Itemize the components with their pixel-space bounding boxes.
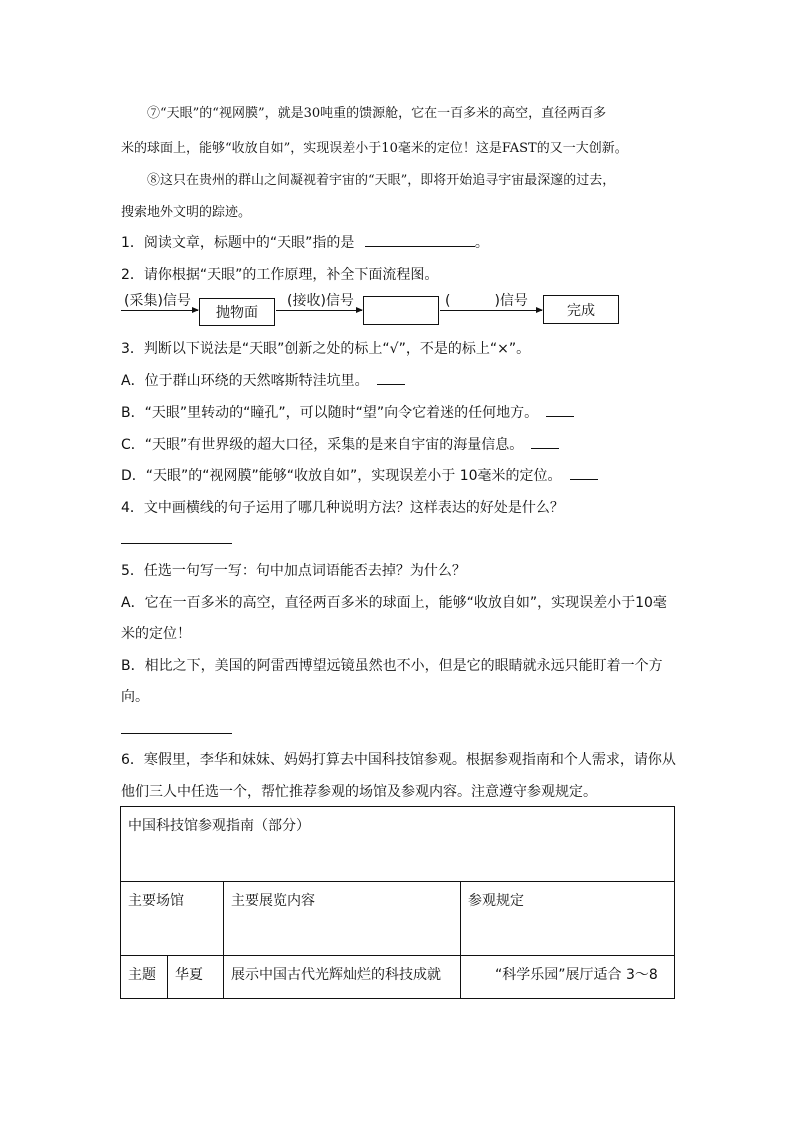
flow-label-collect: (采集)信号 <box>124 293 191 309</box>
question-3-option-d <box>121 465 598 485</box>
answer-blank[interactable] <box>365 234 475 247</box>
question-3-option-c <box>121 434 559 454</box>
question-5-option-a-line1: A．它在一百多米的高空，直径两百多米的球面上，能够“收放自如”，实现误差小于10毫 <box>121 595 667 611</box>
question-3-option-a <box>121 370 405 390</box>
passage-p8-line1: ⑧这只在贵州的群山之间凝视着宇宙的“天眼”，即将开始追寻宇宙最深邃的过去， <box>147 173 616 188</box>
option-c-text: C．“天眼”有世界级的超大口径，采集的是来自宇宙的海量信息。 <box>121 437 524 453</box>
option-a-text: A．位于群山环绕的天然喀斯特洼坑里。 <box>121 373 369 389</box>
question-1 <box>121 232 489 252</box>
table-cell: 华夏 <box>168 956 224 999</box>
table-cell: “科学乐园”展厅适合 3～8 <box>461 956 675 999</box>
question-1-end: 。 <box>474 235 489 251</box>
visit-guide-table <box>120 806 675 999</box>
question-2-text: 2．请你根据“天眼”的工作原理，补全下面流程图。 <box>121 267 439 283</box>
question-5-option-b-line2: 向。 <box>121 689 149 705</box>
flow-arrow-1 <box>121 310 198 311</box>
table-cell: 主题 <box>121 956 168 999</box>
answer-line[interactable] <box>121 733 232 734</box>
question-4-text: 4．文中画横线的句子运用了哪几种说明方法？这样表达的好处是什么？ <box>121 500 564 516</box>
question-3-text: 3．判断以下说法是“天眼”创新之处的标上“√”，不是的标上“×”。 <box>121 341 531 357</box>
answer-blank[interactable] <box>546 404 574 417</box>
header-rules: 参观规定 <box>461 882 675 956</box>
question-1-text: 1．阅读文章，标题中的“天眼”指的是 <box>121 235 355 251</box>
option-d-text: D．“天眼”的“视网膜”能够“收放自如”，实现误差小于 10毫米的定位。 <box>121 468 562 484</box>
answer-blank[interactable] <box>570 467 598 480</box>
flow-box-blank[interactable] <box>363 296 439 325</box>
flow-label-signal <box>445 290 528 310</box>
flow-box-complete: 完成 <box>543 295 619 324</box>
question-6-line2: 他们三人中任选一个，帮忙推荐参观的场馆及参观内容。注意遵守参观规定。 <box>121 784 597 800</box>
header-venue: 主要场馆 <box>121 882 224 956</box>
flow-box-paraboloid: 抛物面 <box>199 298 275 326</box>
passage-p7-line1: ⑦“天眼”的“视网膜”，就是30吨重的馈源舱，它在一百多米的高空，直径两百多 <box>147 106 607 121</box>
flow-label-receive: (接收)信号 <box>287 293 354 309</box>
question-6-line1: 6．寒假里，李华和妹妹、妈妈打算去中国科技馆参观。根据参观指南和个人需求，请你从 <box>121 752 676 768</box>
passage-p7-line2: 米的球面上，能够“收放自如”，实现误差小于10毫米的定位！这是FAST的又一大创新。 <box>121 141 628 156</box>
question-5-option-a-line2: 米的定位！ <box>121 626 191 642</box>
flow-paren-close: )信号 <box>494 293 528 309</box>
flow-signal-blank[interactable] <box>450 293 494 305</box>
option-b-text: B．“天眼”里转动的“瞳孔”，可以随时“望”向令它着迷的任何地方。 <box>121 405 539 421</box>
question-5-option-b-line1: B．相比之下，美国的阿雷西博望远镜虽然也不小，但是它的眼睛就永远只能盯着一个方 <box>121 658 663 674</box>
passage-p8-line2: 搜索地外文明的踪迹。 <box>121 205 252 220</box>
flow-arrow-3 <box>440 310 542 311</box>
question-3-option-b <box>121 402 574 422</box>
table-cell: 展示中国古代光辉灿烂的科技成就 <box>224 956 461 999</box>
question-5-text: 5．任选一句写一写：句中加点词语能否去掉？为什么？ <box>121 563 466 579</box>
header-content: 主要展览内容 <box>224 882 461 956</box>
table-caption: 中国科技馆参观指南（部分） <box>121 807 675 882</box>
flow-paren-open: ( <box>445 293 451 309</box>
answer-line[interactable] <box>121 543 232 544</box>
answer-blank[interactable] <box>531 436 559 449</box>
answer-blank[interactable] <box>377 372 405 385</box>
flow-arrow-2 <box>276 310 362 311</box>
